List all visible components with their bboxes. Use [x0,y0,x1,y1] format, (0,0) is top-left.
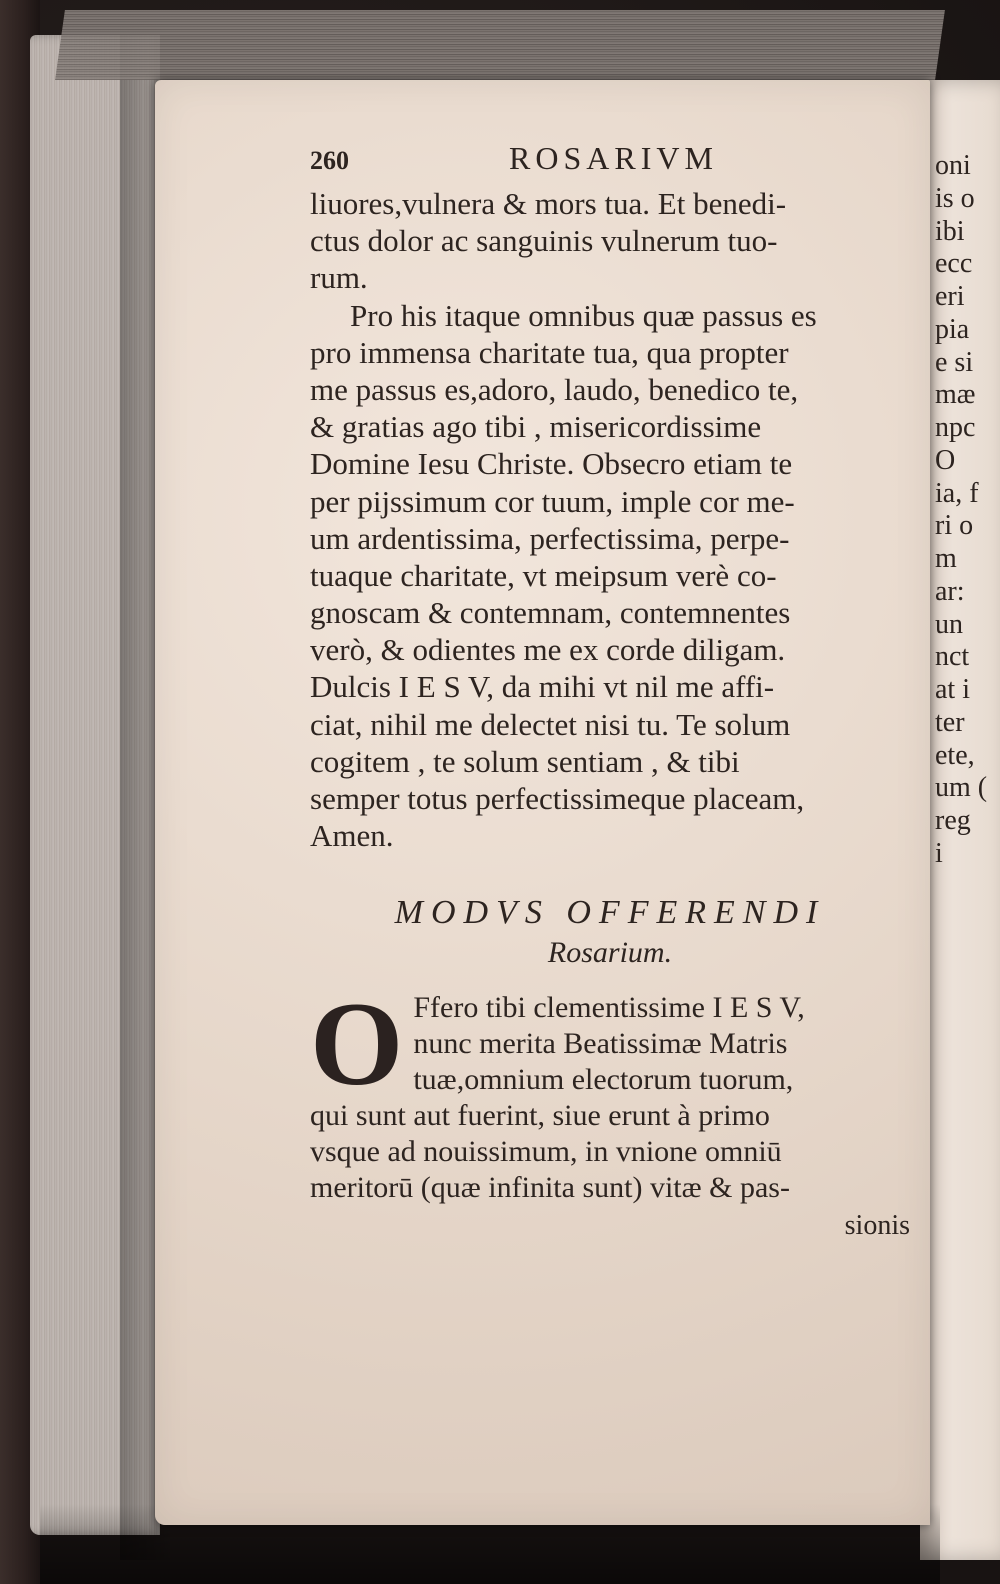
right-fragment-6: pia [935,313,970,345]
right-fragment-1: oni [935,150,971,181]
page-header [310,140,910,177]
paragraph-2-line-8: tuaque charitate, vt meipsum verè co- [310,557,777,593]
page-edges-top [55,10,945,80]
right-fragment-2: is o [935,182,975,214]
right-fragment-17: at i [935,674,970,705]
paragraph-2-line-14: semper totus perfectissimeque placeam, [310,781,805,816]
right-fragment-10: O [935,444,956,476]
running-title: ROSARIVM [509,140,718,176]
right-fragment-3: ibi [935,215,965,247]
right-fragment-7: e si [935,346,974,378]
paragraph-3-line-1: Ffero tibi clementissime I E S V, [413,991,805,1025]
right-fragment-19: ete, [935,739,975,771]
paragraph-1-line-3: rum. [310,260,368,296]
paragraph-3-line-3: tuæ,omnium electorum tuorum, [413,1063,794,1097]
right-fragment-5: eri [935,281,965,312]
right-page-fragments [935,150,1000,871]
left-page [155,80,930,1525]
paragraph-2-line-5: Domine Iesu Christe. Obsecro etiam te [310,446,793,482]
paragraph-2-line-11: Dulcis I E S V, da mihi vt nil me affi- [310,669,775,705]
paragraph-2-line-3: me passus es,adoro, laudo, benedico te, [310,371,799,407]
right-fragment-9: npc [935,412,976,443]
paragraph-2-line-13: cogitem , te solum sentiam , & tibi [310,743,740,779]
paragraph-3-line-4: qui sunt aut fuerint, siue erunt à primo [310,1099,770,1133]
paragraph-2-line-7: um ardentissima, perfectissima, perpe- [310,520,790,556]
section-title: MODVS OFFERENDI [394,894,826,932]
right-fragment-8: mæ [935,379,976,411]
right-fragment-12: ri o [935,510,974,542]
paragraph-3-line-6: meritorū (quæ infinita sunt) vitæ & pas- [310,1171,790,1205]
right-fragment-22: i [935,837,943,869]
right-fragment-11: ia, f [935,477,979,509]
paragraph-3-line-5: vsque ad nouissimum, in vnione omniū [310,1135,782,1169]
paragraph-1-line-1: liuores,vulnera & mors tua. Et benedi- [310,186,787,221]
paragraph-1-line-2: ctus dolor ac sanguinis vulnerum tuo- [310,223,778,259]
right-fragment-4: ecc [935,248,973,280]
right-fragment-13: m [935,543,957,574]
right-fragment-14: ar: [935,575,965,607]
paragraph-2-line-6: per pijssimum cor tuum, imple cor me- [310,483,795,519]
paragraph-3-line-2: nunc merita Beatissimæ Matris [413,1027,788,1061]
right-fragment-15: un [935,608,963,640]
paragraph-2-line-9: gnoscam & contemnam, contemnentes [310,595,791,631]
right-fragment-18: ter [935,706,965,738]
paragraph-2 [310,297,910,855]
drop-cap-letter: O [310,977,404,1111]
catchword: sionis [844,1210,910,1242]
page-text-area [310,140,910,1242]
paragraph-2-line-15: Amen. [310,818,394,854]
section-subtitle: Rosarium. [547,936,673,970]
right-fragment-21: reg [935,805,971,836]
paragraph-2-line-2: pro immensa charitate tua, qua propter [310,334,789,370]
paragraph-2-line-1: Pro his itaque omnibus quæ passus es [350,297,817,333]
paragraph-2-line-12: ciat, nihil me delectet nisi tu. Te solum [310,706,791,742]
paragraph-3 [310,977,910,1206]
right-fragment-16: nct [935,641,970,673]
paragraph-1 [310,185,910,297]
page-number: 260 [310,146,349,175]
paragraph-2-line-4: & gratias ago tibi , misericordissime [310,409,762,445]
paragraph-2-line-10: verò, & odientes me ex corde diligam. [310,632,786,668]
right-fragment-20: um ( [935,772,988,804]
